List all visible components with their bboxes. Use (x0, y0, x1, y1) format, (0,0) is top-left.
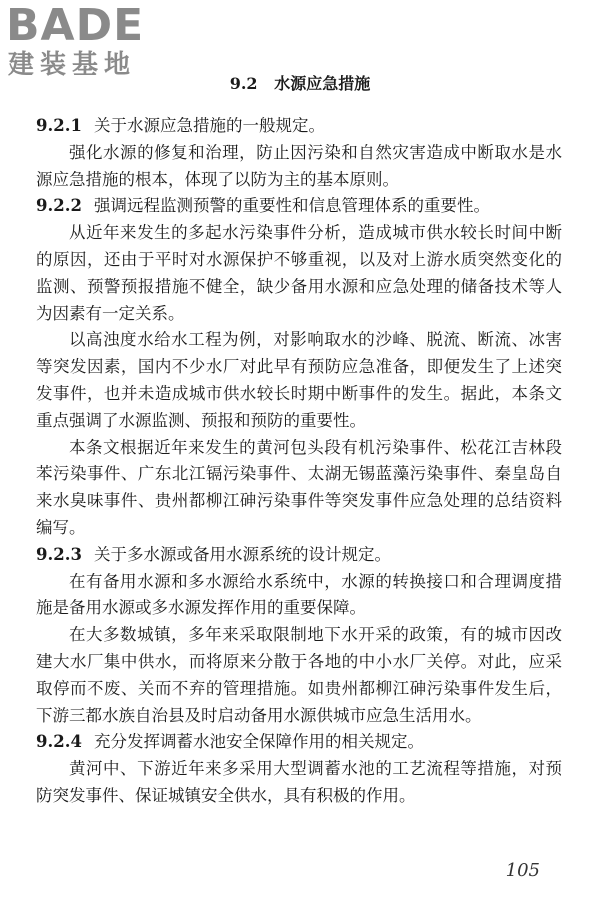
clause-9-2-3-heading (36, 542, 562, 569)
clause-9-2-4-heading (36, 729, 562, 756)
logo-subtitle: 建装基地 (8, 50, 137, 80)
document-body (36, 113, 562, 810)
section-number: 9.2 (229, 74, 258, 93)
section-title (0, 74, 600, 94)
clause-number: 9.2.1 (36, 116, 82, 135)
page-number: 105 (505, 860, 540, 881)
clause-heading-text: 关于水源应急措施的一般规定。 (93, 116, 325, 135)
clause-heading-text: 关于多水源或备用水源系统的设计规定。 (93, 544, 391, 564)
logo-brand: BADE (6, 0, 145, 51)
section-title-text: 水源应急措施 (274, 74, 371, 93)
paragraph: 以高浊度水给水工程为例，对影响取水的沙峰、脱流、断流、冰害等突发因素，国内不少水厂对此早有预防应急准备，即便发生了上述突发事件，也并未造成城市供水较长时期中断事件的发生。据此，本条文重点强调了水源监测、预报和预防的重要性。 (36, 330, 562, 430)
clause-number: 9.2.3 (36, 544, 82, 564)
paragraph: 从近年来发生的多起水污染事件分析，造成城市供水较长时间中断的原因，还由于平时对水源保护不够重视，以及对上游水质突然变化的监测、预警预报措施不健全，缺少备用水源和应急处理的储备技术等人为因素有一定关系。 (36, 223, 562, 323)
clause-number: 9.2.4 (36, 732, 82, 752)
paragraph: 本条文根据近年来发生的黄河包头段有机污染事件、松花江吉林段苯污染事件、广东北江镉污染事件、太湖无锡蓝藻污染事件、秦皇岛自来水臭味事件、贵州都柳江砷污染事件等突发事件应急处理的总结资料编写。 (36, 437, 562, 537)
clause-9-2-1-heading (36, 113, 562, 140)
clause-number: 9.2.2 (36, 196, 82, 216)
clause-heading-text: 强调远程监测预警的重要性和信息管理体系的重要性。 (93, 196, 490, 216)
paragraph: 在有备用水源和多水源给水系统中，水源的转换接口和合理调度措施是备用水源或多水源发挥作用的重要保障。 (36, 571, 562, 618)
logo (6, 0, 176, 84)
paragraph: 黄河中、下游近年来多采用大型调蓄水池的工艺流程等措施，对预防突发事件、保证城镇安全供水，具有积极的作用。 (36, 759, 562, 805)
paragraph: 在大多数城镇，多年来采取限制地下水开采的政策，有的城市因改建大水厂集中供水，而将原来分散于各地的中小水厂关停。对此，应采取停而不废、关而不弃的管理措施。如贵州都柳江砷污染事件发生后，下游三都水族自治县及时启动备用水源供城市应急生活用水。 (36, 625, 562, 725)
paragraph: 强化水源的修复和治理，防止因污染和自然灾害造成中断取水是水源应急措施的根本，体现了以防为主的基本原则。 (36, 142, 562, 189)
clause-9-2-2-heading (36, 193, 562, 220)
clause-heading-text: 充分发挥调蓄水池安全保障作用的相关规定。 (93, 732, 424, 752)
